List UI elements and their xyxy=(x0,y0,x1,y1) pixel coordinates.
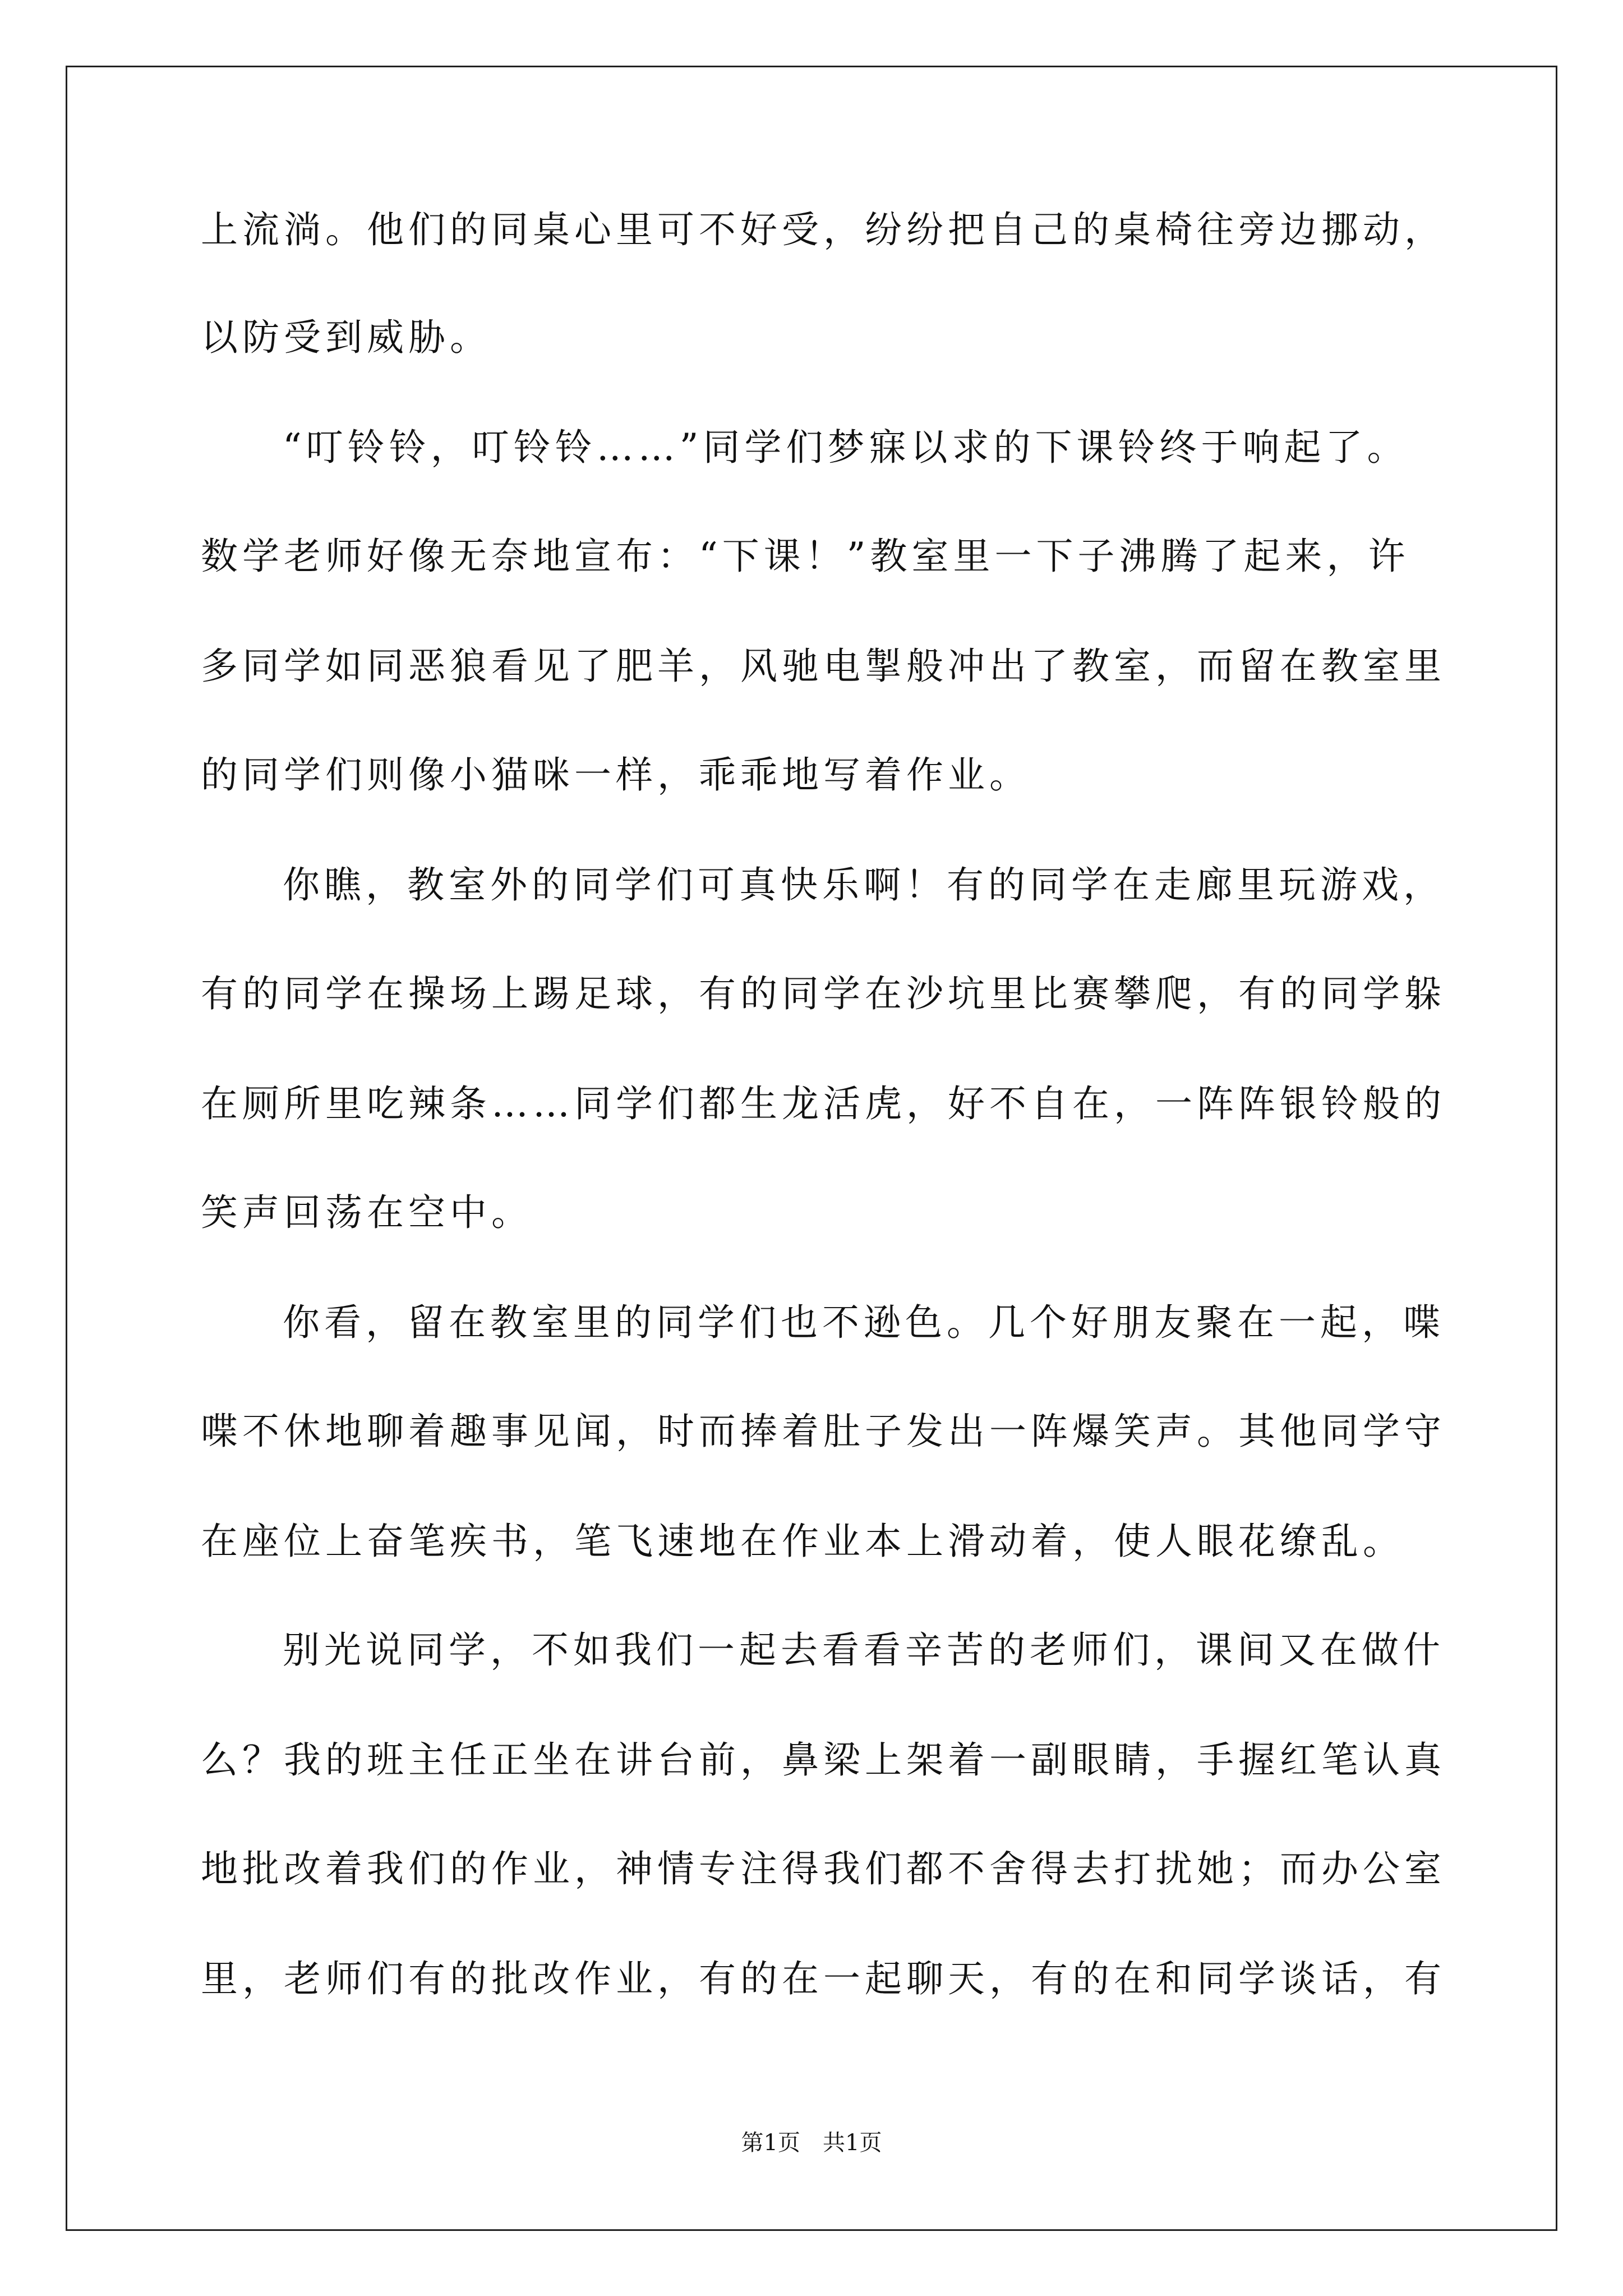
text-line: 笑声回荡在空中。 xyxy=(201,1191,533,1234)
text-line: 别光说同学，不如我们一起去看看辛苦的老师们，课间又在做什 xyxy=(283,1628,1445,1672)
text-line: 上流淌。他们的同桌心里可不好受，纷纷把自己的桌椅往旁边挪动， xyxy=(201,208,1446,251)
text-line: “叮铃铃，叮铃铃……”同学们梦寐以求的下课铃终于响起了。 xyxy=(283,426,1409,469)
text-line: 的同学们则像小猫咪一样，乖乖地写着作业。 xyxy=(201,753,1031,797)
text-line: 有的同学在操场上踢足球，有的同学在沙坑里比赛攀爬，有的同学躲 xyxy=(201,972,1446,1015)
text-line: 在厕所里吃辣条……同学们都生龙活虎，好不自在，一阵阵银铃般的 xyxy=(201,1082,1446,1125)
text-line: 数学老师好像无奈地宣布：“下课！”教室里一下子沸腾了起来，许 xyxy=(201,535,1410,578)
page-border xyxy=(66,66,1557,2231)
text-line: 多同学如同恶狼看见了肥羊，风驰电掣般冲出了教室，而留在教室里 xyxy=(201,645,1446,688)
text-line: 喋不休地聊着趣事见闻，时而捧着肚子发出一阵爆笑声。其他同学守 xyxy=(201,1410,1446,1453)
text-line: 地批改着我们的作业，神情专注得我们都不舍得去打扰她；而办公室 xyxy=(201,1847,1446,1890)
text-line: 你瞧，教室外的同学们可真快乐啊！有的同学在走廊里玩游戏， xyxy=(283,863,1445,907)
text-line: 以防受到威胁。 xyxy=(201,316,491,359)
text-line: 么？我的班主任正坐在讲台前，鼻梁上架着一副眼睛，手握红笔认真 xyxy=(201,1738,1446,1782)
text-line: 你看，留在教室里的同学们也不逊色。几个好朋友聚在一起，喋 xyxy=(283,1301,1445,1344)
text-line: 在座位上奋笔疾书，笔飞速地在作业本上滑动着，使人眼花缭乱。 xyxy=(201,1520,1404,1563)
page-footer: 第1页 共1页 xyxy=(741,2130,882,2156)
text-line: 里，老师们有的批改作业，有的在一起聊天，有的在和同学谈话，有 xyxy=(201,1957,1446,2000)
